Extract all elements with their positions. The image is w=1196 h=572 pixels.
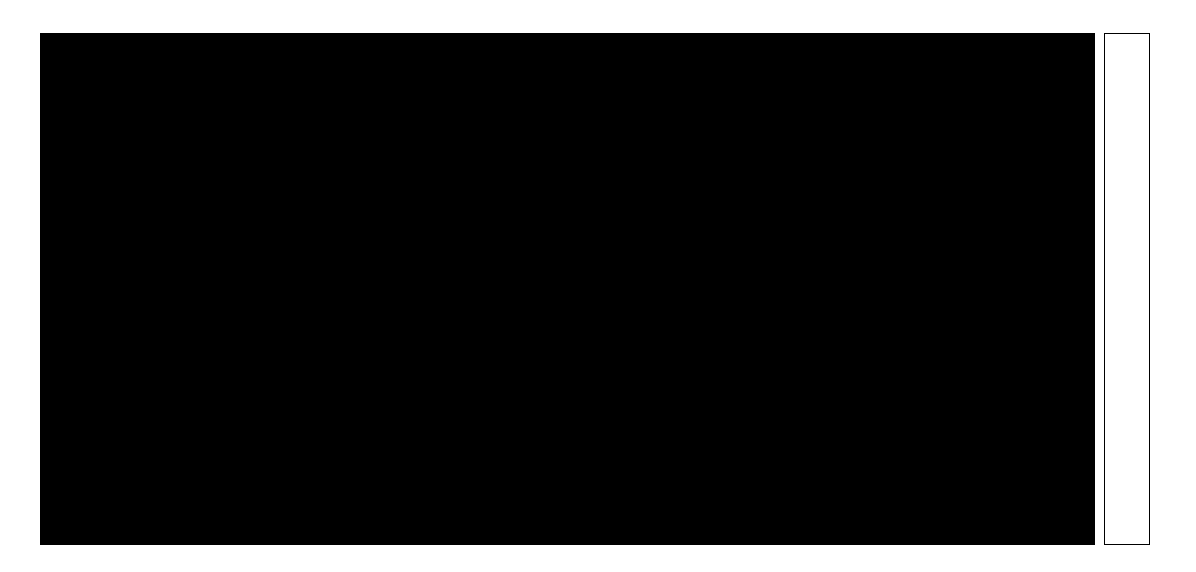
y-axis — [0, 33, 34, 545]
colorbar — [1104, 33, 1150, 545]
heatmap-grid — [40, 33, 1095, 545]
x-axis — [40, 548, 1095, 568]
